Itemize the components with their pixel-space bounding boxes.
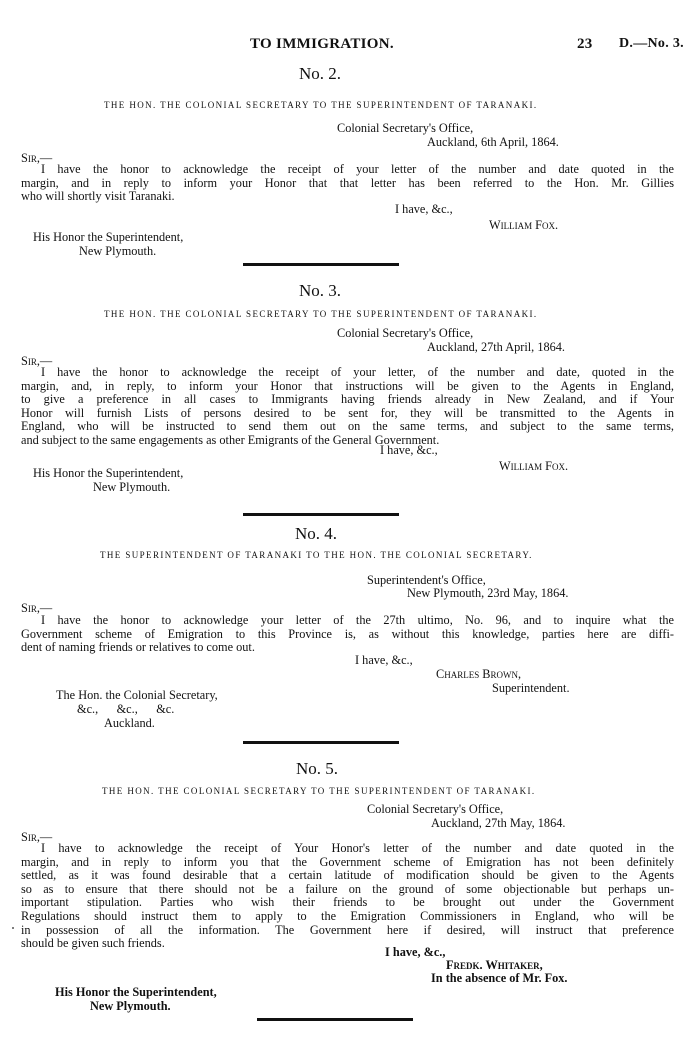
body-line: margin, and in reply to inform you that the Government scheme of Emigration has not been definitely (21, 854, 674, 869)
place-date: New Plymouth, 23rd May, 1864. (407, 586, 569, 600)
body-line: should be given such friends. (21, 936, 165, 951)
place-date: Auckland, 27th April, 1864. (427, 340, 565, 354)
letter-number: No. 4. (295, 524, 338, 543)
body-line: dent of naming friends or relatives to come out. (21, 640, 255, 655)
addressee-line: &c., &c., &c. (77, 702, 175, 716)
body-line: important stipulation. Parties who wish their friends to be brought out under the Government (21, 895, 674, 910)
document-reference: D.—No. 3. (619, 36, 684, 51)
sender-office: Colonial Secretary's Office, (367, 802, 504, 816)
body-line: I have the honor to acknowledge the receipt of your letter, of the number and date, quoted in the (41, 365, 674, 379)
letter-number: No. 3. (299, 281, 342, 300)
letter-body (21, 614, 674, 655)
letter-heading: THE HON. THE COLONIAL SECRETARY TO THE SUPERINTENDENT OF TARANAKI. (104, 100, 538, 110)
body-line: I have the honor to acknowledge your letter of the 27th ultimo, No. 96, and to inquire what the (41, 613, 674, 627)
letter-number: No. 5. (296, 759, 339, 778)
letter-heading: THE HON. THE COLONIAL SECRETARY TO THE SUPERINTENDENT OF TARANAKI. (104, 309, 538, 319)
addressee-line: The Hon. the Colonial Secretary, (56, 688, 218, 702)
signature-title: In the absence of Mr. Fox. (431, 971, 568, 985)
body-line: Honor will furnish Lists of persons desired to be sent for, they will be transmitted to the Agents in (21, 405, 674, 420)
salutation: Sir,— (21, 830, 53, 844)
body-line: settled, as it was found desirable that a certain latitude of modification should be given to the Agents (21, 868, 674, 883)
body-line: I have to acknowledge the receipt of Your Honor's letter of the number and date quoted in the (41, 841, 674, 855)
section-rule (243, 513, 399, 516)
body-line: so as to ensure that there should not be a failure on the ground of some objectionable but perhaps un- (21, 881, 674, 896)
addressee-line: Auckland. (104, 716, 155, 730)
place-date: Auckland, 6th April, 1864. (427, 135, 559, 149)
signature: William Fox. (499, 459, 569, 473)
letter-heading: THE SUPERINTENDENT OF TARANAKI TO THE HON. THE COLONIAL SECRETARY. (100, 550, 533, 560)
body-line: who will shortly visit Taranaki. (21, 189, 175, 204)
salutation: Sir,— (21, 354, 53, 368)
body-line: England, who will be instructed to send them out on the same terms, and subject to the same terms, (21, 419, 674, 434)
body-line: and subject to the same engagements as other Emigrants of the General Government. (21, 432, 440, 447)
signature: Charles Brown, (436, 667, 522, 681)
closing: I have, &c., (385, 945, 446, 959)
letter-heading: THE HON. THE COLONIAL SECRETARY TO THE SUPERINTENDENT OF TARANAKI. (102, 786, 536, 796)
body-line: I have the honor to acknowledge the receipt of your letter of the number and date quoted in the (41, 162, 674, 176)
body-line: margin, and, in reply, to inform your Honor that instructions will be given to the Agents in England, (21, 378, 674, 393)
body-line: margin, and in reply to inform your Honor that that letter has been referred to the Hon. Mr. Gillies (21, 175, 674, 190)
body-line: Regulations should instruct them to apply to the Emigration Commissioners in England, who will be (21, 908, 674, 923)
signature: William Fox. (489, 218, 559, 232)
salutation: Sir,— (21, 601, 53, 615)
section-rule (243, 263, 399, 266)
closing: I have, &c., (380, 443, 438, 457)
addressee-line: His Honor the Superintendent, (33, 466, 184, 480)
body-line: Government scheme of Emigration to this Province is, as without this knowledge, parties here are diffi- (21, 626, 674, 641)
sender-office: Colonial Secretary's Office, (337, 121, 474, 135)
letter-body (21, 842, 674, 951)
addressee-line: His Honor the Superintendent, (55, 985, 217, 999)
sender-office: Colonial Secretary's Office, (337, 326, 474, 340)
place-date: Auckland, 27th May, 1864. (431, 816, 566, 830)
addressee-line: New Plymouth. (90, 999, 171, 1013)
sender-office: Superintendent's Office, (367, 573, 486, 587)
body-line: to give a preference in all cases to Immigrants having friends already in New Zealand, and if Your (21, 392, 674, 407)
section-rule (257, 1018, 413, 1021)
section-rule (243, 741, 399, 744)
salutation: Sir,— (21, 151, 53, 165)
page-number: 23 (577, 36, 593, 52)
body-line: in possession of all the information. The Government here if desired, will instruct that preference (21, 922, 674, 937)
signature-title: Superintendent. (492, 681, 570, 695)
letter-body (21, 366, 674, 448)
letter-body (21, 163, 674, 204)
addressee-line: New Plymouth. (79, 244, 157, 258)
addressee-line: New Plymouth. (93, 480, 171, 494)
margin-speck (12, 927, 14, 929)
addressee-line: His Honor the Superintendent, (33, 230, 184, 244)
signature: Fredk. Whitaker, (446, 958, 543, 972)
closing: I have, &c., (395, 202, 453, 216)
letter-number: No. 2. (299, 64, 342, 83)
running-title: TO IMMIGRATION. (250, 36, 394, 52)
closing: I have, &c., (355, 653, 413, 667)
